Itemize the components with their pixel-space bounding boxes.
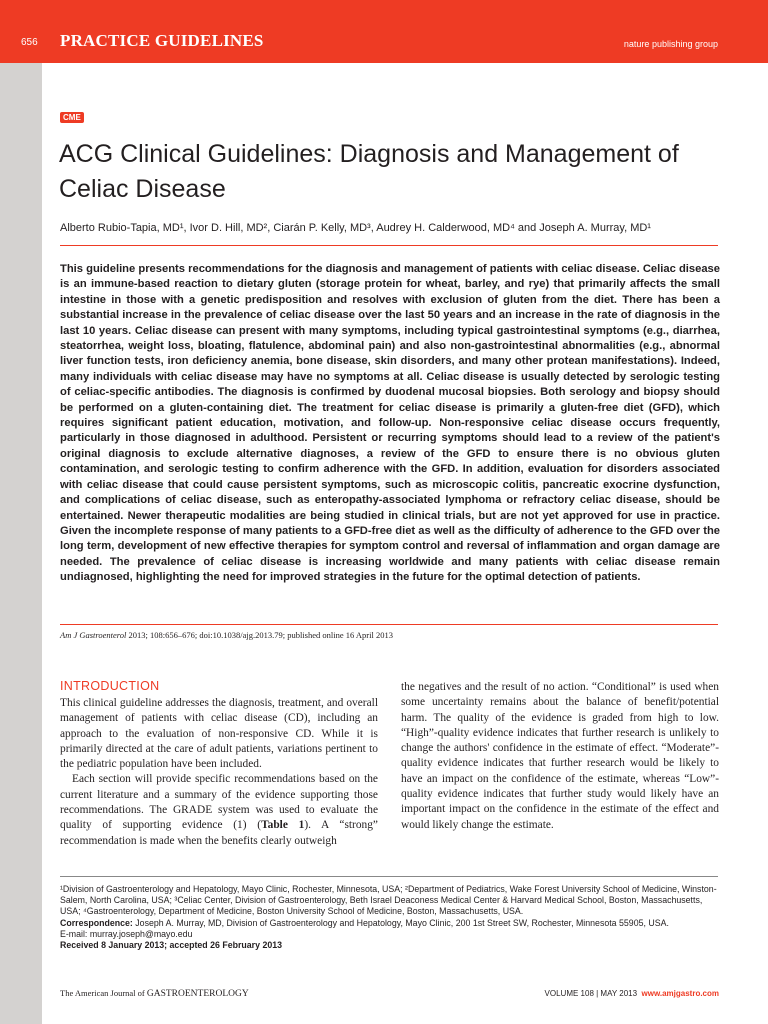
intro-paragraph-3: the negatives and the result of no action. “Conditional” is used when some uncertainty remains about the balance of benefit/potential harm. The quality of the evidence is graded from high to low. “High”-quality evidence indicates that further research is unlikely to change the authors' confidence in the estimate of effect. “Moderate”-quality evidence indicates that further research would be likely to have an impact on the confidence of the estimate, whereas “Low”-quality evidence indicates that further study would likely have an important impact on the confidence in the estimate of the effect and would likely change the estimate. bbox=[401, 681, 719, 831]
author-list: Alberto Rubio-Tapia, MD¹, Ivor D. Hill, MD², Ciarán P. Kelly, MD³, Audrey H. Calderwood, MD⁴ and Joseph A. Murray, MD¹ bbox=[60, 222, 651, 234]
body-column-left bbox=[60, 679, 378, 849]
page-number: 656 bbox=[21, 37, 38, 48]
footnote-divider bbox=[60, 876, 718, 877]
received-dates: Received 8 January 2013; accepted 26 February 2013 bbox=[60, 940, 283, 951]
correspondence-text: Joseph A. Murray, MD, Division of Gastroenterology and Hepatology, Mayo Clinic, 200 1st Street SW, Rochester, Minnesota 55905, USA. bbox=[132, 917, 669, 928]
abstract: This guideline presents recommendations for the diagnosis and management of patients with celiac disease. Celiac disease is an immune-based reaction to dietary gluten (storage protein for wheat, barley, and rye) that primarily affects the small intestine in those with a genetic predisposition and resolves with exclusion of gluten from the diet. There has been a substantial increase in the prevalence of celiac disease over the last 50 years and an increase in the rate of diagnosis in the last 10 years. Celiac disease can present with many symptoms, including typical gastrointestinal symptoms (e.g., diarrhea, steatorrhea, weight loss, bloating, flatulence, abdominal pain) and also non-gastrointestinal abnormalities (e.g., abnormal liver function tests, iron deficiency anemia, bone disease, skin disorders, and many other protean manifestations). Indeed, many individuals with celiac disease may have no symptoms at all. Celiac disease is usually detected by serologic testing of celiac-specific antibodies. The diagnosis is confirmed by duodenal mucosal biopsies. Both serology and biopsy should be performed on a gluten-containing diet. The treatment for celiac disease is primarily a gluten-free diet (GFD), which requires significant patient education, motivation, and follow-up. Non-responsive celiac disease occurs frequently, particularly in those diagnosed in adulthood. Persistent or recurring symptoms should lead to a review of the patient's original diagnosis to exclude alternative diagnoses, a review of the GFD to ensure there is no obvious gluten contamination, and serologic testing to confirm adherence with the GFD. In addition, evaluation for disorders associated with celiac disease that could cause persistent symptoms, such as microscopic colitis, pancreatic exocrine dysfunction, and complications of celiac disease, such as enteropathy-associated lymphoma or refractory celiac disease, should be entertained. Newer therapeutic modalities are being studied in clinical trials, but are not yet approved for use in practice. Given the incomplete response of many patients to a GFD-free diet as well as the difficulty of adherence to the GFD over the long term, development of new effective therapies for symptom control and reversal of inflammation and organ damage are needed. The prevalence of celiac disease is increasing worldwide and many patients with celiac disease remain undiagnosed, highlighting the need for improved strategies in the future for the optimal detection of patients. bbox=[60, 263, 720, 584]
introduction-heading: INTRODUCTION bbox=[60, 679, 160, 693]
citation-details: 2013; 108:656–676; doi:10.1038/ajg.2013.79; published online 16 April 2013 bbox=[126, 630, 393, 640]
journal-name bbox=[60, 988, 249, 999]
email: E-mail: murray.joseph@mayo.edu bbox=[60, 928, 193, 939]
footnotes bbox=[60, 884, 720, 951]
affiliations: ¹Division of Gastroenterology and Hepatology, Mayo Clinic, Rochester, Minnesota, USA; ²Department of Pediatrics, Wake Forest University School of Medicine, Winston-Salem, North Carolina, USA; ³Celiac Center, Division of Gastroenterology, Beth Israel Deaconess Medical Center & Harvard Medical School, Boston, Massachusetts, USA; ⁴Gastroenterology, Department of Medicine, Boston University School of Medicine, Boston, Massachusetts, USA. bbox=[60, 884, 717, 917]
intro-paragraph-2 bbox=[60, 772, 378, 848]
journal-url[interactable]: www.amjgastro.com bbox=[641, 989, 719, 998]
intro-paragraph-1: This clinical guideline addresses the diagnosis, treatment, and overall management of patients with celiac disease (CD), including an approach to the evaluation of non-responsive CD. While it is primarily directed at the care of adult patients, variations pertinent to the pediatric population have been included. bbox=[60, 697, 378, 771]
paragraph-text: Each section will provide specific recommendations based on the current literature and a summary of the evidence supporting those recommendations. The GRADE system was used to evaluate the quality of supporting evidence (1) ( bbox=[60, 773, 378, 832]
side-margin-strip bbox=[0, 63, 42, 1024]
citation-line bbox=[60, 630, 720, 640]
table-1-link[interactable]: Table 1 bbox=[261, 819, 305, 832]
volume-info bbox=[545, 989, 719, 998]
section-title: PRACTICE GUIDELINES bbox=[60, 31, 264, 50]
journal-prefix: The American Journal of bbox=[60, 988, 147, 998]
body-column-right bbox=[401, 680, 719, 833]
article-title: ACG Clinical Guidelines: Diagnosis and Management of Celiac Disease bbox=[59, 140, 679, 203]
title-divider bbox=[60, 245, 718, 246]
abstract-divider bbox=[60, 624, 718, 625]
cme-badge: CME bbox=[60, 112, 84, 123]
header-bar bbox=[0, 0, 768, 63]
journal-abbrev: Am J Gastroenterol bbox=[60, 630, 127, 640]
publisher-name: nature publishing group bbox=[623, 39, 718, 49]
correspondence bbox=[60, 918, 720, 929]
correspondence-label: Correspondence: bbox=[60, 917, 133, 928]
journal-title: GASTROENTEROLOGY bbox=[146, 989, 249, 999]
volume-text: VOLUME 108 | MAY 2013 bbox=[544, 989, 638, 998]
paragraph-text: ). A “strong” recommendation is made when the benefits clearly outweigh bbox=[60, 819, 378, 847]
